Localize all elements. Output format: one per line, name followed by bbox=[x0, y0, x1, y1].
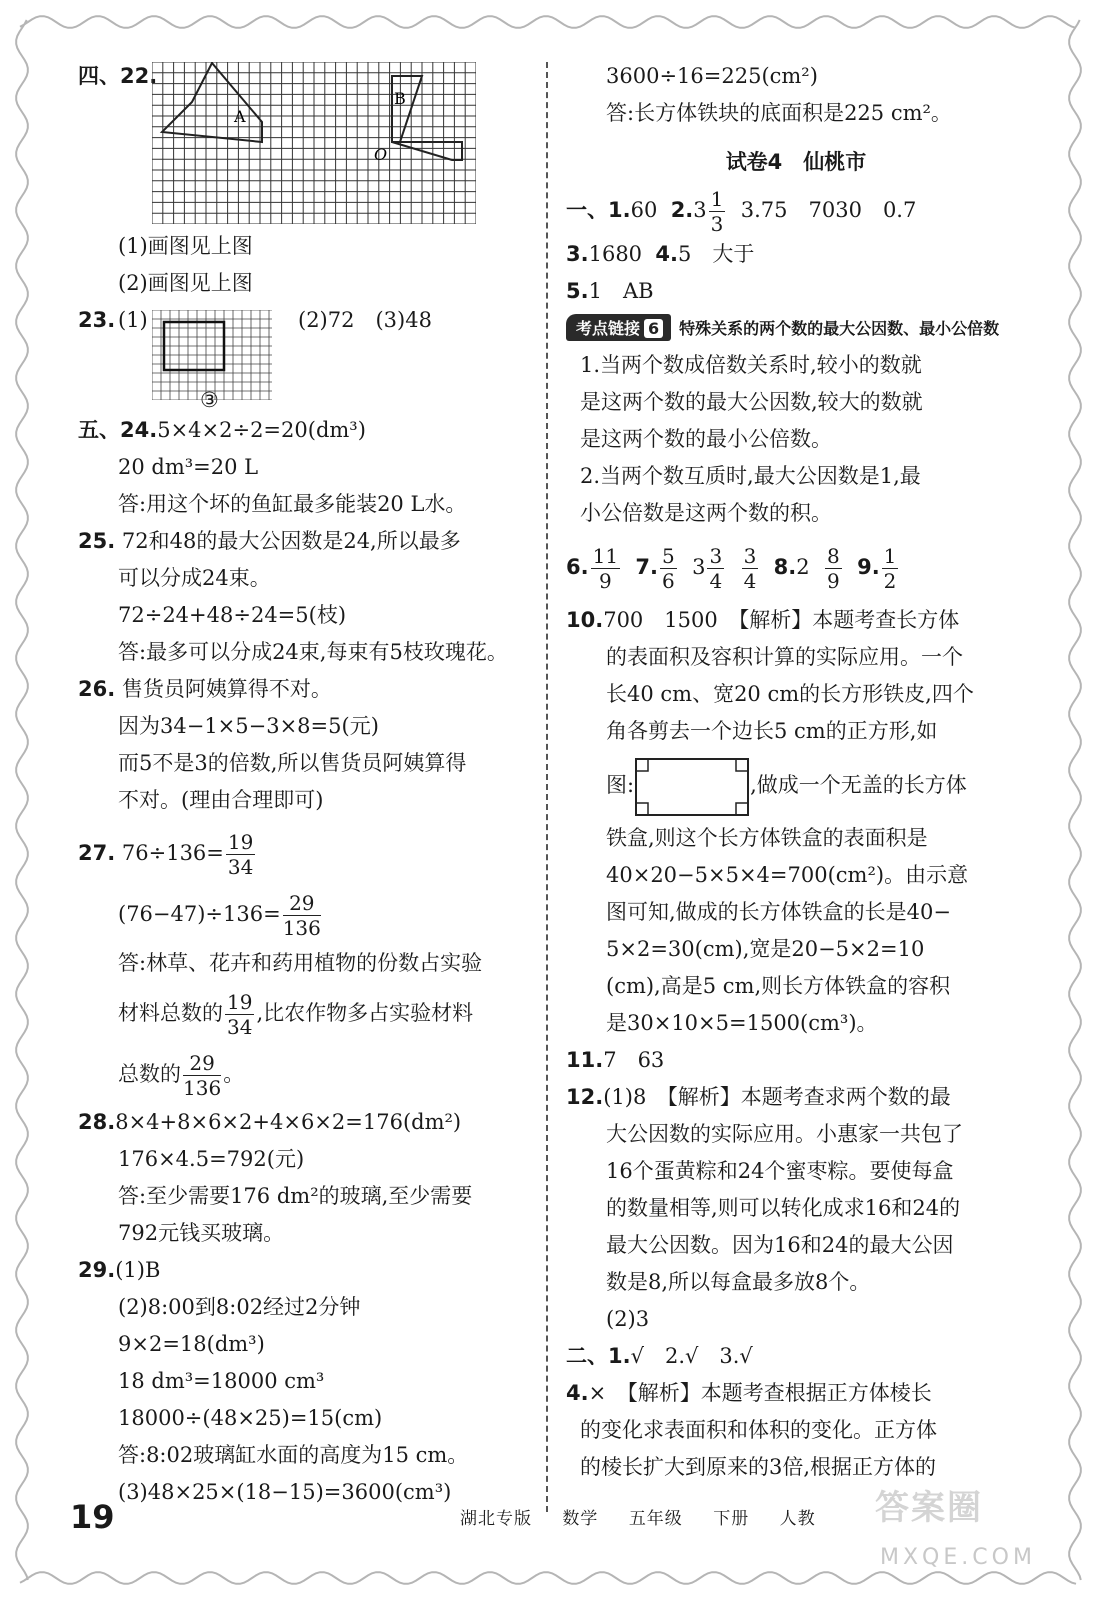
q7-fraction-3 bbox=[742, 544, 759, 593]
numerator: 29 bbox=[283, 891, 321, 916]
q12-line: 数是8,所以每盒最多放8个。 bbox=[606, 1270, 871, 1294]
q12-number: 12. bbox=[566, 1085, 604, 1109]
page-number: 19 bbox=[70, 1498, 115, 1536]
denominator: 4 bbox=[743, 569, 757, 593]
numerator: 3 bbox=[743, 544, 757, 568]
q28-line: 176×4.5=792(元) bbox=[118, 1147, 305, 1171]
q10-line: 的表面积及容积计算的实际应用。一个 bbox=[606, 645, 963, 669]
q7-number: 7. bbox=[635, 555, 658, 579]
q10-line2: (cm),高是5 cm,则长方体铁盒的容积 bbox=[606, 974, 951, 998]
q25-line: 答:最多可以分成24束,每束有5枝玫瑰花。 bbox=[118, 640, 508, 664]
q12-first bbox=[566, 1079, 1026, 1116]
watermark-logo: 答案圈 bbox=[875, 1488, 983, 1528]
s2-row bbox=[566, 1338, 1026, 1375]
q24-line-2: 答:用这个坏的鱼缸最多能装20 L水。 bbox=[118, 492, 467, 516]
q12-line: 最大公因数。因为16和24的最大公因 bbox=[606, 1233, 954, 1257]
denominator: 4 bbox=[709, 569, 723, 593]
knowledge-badge-number: 6 bbox=[644, 319, 663, 338]
q28-text: 8×4+8×6×2+4×6×2=176(dm²) bbox=[115, 1110, 462, 1134]
knowledge-line: 2.当两个数互质时,最大公因数是1,最 bbox=[580, 464, 921, 488]
knowledge-title: 特殊关系的两个数的最大公因数、最小公倍数 bbox=[679, 319, 1000, 338]
q10-line2: 是30×10×5=1500(cm³)。 bbox=[606, 1011, 878, 1035]
q29-line: 18000÷(48×25)=15(cm) bbox=[118, 1406, 383, 1430]
label-a: A bbox=[234, 107, 246, 126]
q10-fig-prefix: 图: bbox=[606, 773, 635, 797]
q10-figure-line bbox=[566, 750, 1026, 820]
q22-line-2: (2)画图见上图 bbox=[118, 271, 253, 295]
q23-caption: ③ bbox=[200, 388, 219, 412]
s2-answers: √ 2.√ 3.√ bbox=[630, 1344, 753, 1368]
q29-line: 9×2=18(dm³) bbox=[118, 1332, 265, 1356]
denominator: 9 bbox=[598, 569, 612, 593]
q26-number: 26. bbox=[78, 677, 116, 701]
q10-line: 长40 cm、宽20 cm的长方形铁皮,四个 bbox=[606, 682, 974, 706]
s2-number: 二、1. bbox=[566, 1344, 631, 1368]
q4-line: 的变化求表面积和体积的变化。正方体 bbox=[580, 1418, 937, 1442]
q27-line-3: 答:林草、花卉和药用植物的份数占实验 bbox=[118, 951, 483, 975]
knowledge-link bbox=[566, 314, 1026, 341]
q23-part1: (1) bbox=[118, 308, 148, 332]
q10-line2: 5×2=30(cm),宽是20−5×2=10 bbox=[606, 937, 925, 961]
q27-text-5b: 。 bbox=[223, 1062, 245, 1086]
q25-number: 25. bbox=[78, 529, 116, 553]
numerator: 3 bbox=[709, 544, 723, 568]
q25-line: 可以分成24束。 bbox=[118, 566, 271, 590]
q8-number: 8. bbox=[773, 555, 797, 579]
q27-line-5 bbox=[78, 1044, 528, 1104]
q29-line: (2)8:00到8:02经过2分钟 bbox=[118, 1295, 361, 1319]
q23-number: 23. bbox=[78, 308, 116, 332]
q24-number: 五、24. bbox=[78, 418, 158, 442]
denominator: 6 bbox=[662, 569, 675, 593]
question-22 bbox=[78, 58, 528, 228]
q29-number: 29. bbox=[78, 1258, 116, 1282]
q9-number: 9. bbox=[857, 555, 880, 579]
q4-answer: 5 大于 bbox=[678, 242, 755, 266]
shape-b-rotated bbox=[392, 142, 462, 160]
q26-line: 因为34−1×5−3×8=5(元) bbox=[118, 714, 379, 738]
q11-number: 11. bbox=[566, 1048, 604, 1072]
q29-text: (1)B bbox=[115, 1258, 161, 1282]
q29-line: 答:8:02玻璃缸水面的高度为15 cm。 bbox=[118, 1443, 469, 1467]
numerator: 5 bbox=[662, 544, 675, 568]
q24-line-0: 5×4×2÷2=20(dm³) bbox=[157, 418, 366, 442]
q29-line: 18 dm³=18000 cm³ bbox=[118, 1369, 325, 1393]
column-divider bbox=[546, 62, 548, 1512]
s1-number: 一、1. bbox=[566, 198, 631, 222]
q2-whole: 3 bbox=[693, 198, 707, 222]
knowledge-line: 是这两个数的最小公倍数。 bbox=[580, 427, 832, 451]
denominator: 136 bbox=[282, 916, 321, 940]
q28-line: 792元钱买玻璃。 bbox=[118, 1221, 285, 1245]
s3-row bbox=[566, 236, 1026, 273]
q2-fraction bbox=[709, 187, 726, 236]
s1-row bbox=[566, 186, 1026, 236]
footer-volume: 下册 bbox=[713, 1509, 750, 1529]
shape-a bbox=[162, 63, 262, 142]
q11-row bbox=[566, 1042, 1026, 1079]
q8-answer: 2 bbox=[796, 555, 810, 579]
q3-number: 3. bbox=[566, 242, 589, 266]
q4-first bbox=[566, 1375, 1026, 1412]
q25-text: 72和48的最大公因数是24,所以最多 bbox=[121, 529, 461, 553]
q6-9-row bbox=[566, 532, 1026, 602]
q7-whole: 3 bbox=[692, 555, 706, 579]
q12-line: 大公因数的实际应用。小惠家一共包了 bbox=[606, 1122, 963, 1146]
numerator: 1 bbox=[710, 187, 724, 211]
label-o: O bbox=[374, 145, 388, 164]
watermark-url: MXQE.COM bbox=[880, 1545, 1036, 1570]
q10-number: 10. bbox=[566, 608, 604, 632]
q10-line: 角各剪去一个边长5 cm的正方形,如 bbox=[606, 719, 938, 743]
numerator: 11 bbox=[592, 544, 619, 568]
q27-number: 27. bbox=[78, 841, 116, 865]
q2-number: 2. bbox=[670, 198, 694, 222]
q10-fig-suffix: ,做成一个无盖的长方体 bbox=[750, 773, 967, 797]
denominator: 34 bbox=[227, 1015, 253, 1039]
q22-number: 四、22. bbox=[78, 64, 158, 88]
q4-line: 的棱长扩大到原来的3倍,根据正方体的 bbox=[580, 1455, 937, 1479]
q29-first bbox=[78, 1252, 528, 1289]
q11-answer: 7 63 bbox=[603, 1048, 665, 1072]
footer-grade: 五年级 bbox=[628, 1509, 683, 1529]
right-column bbox=[566, 58, 1026, 1486]
q6-number: 6. bbox=[566, 555, 589, 579]
q27-text-5a: 总数的 bbox=[118, 1062, 181, 1086]
numerator: 8 bbox=[826, 544, 840, 568]
q27-fraction-1 bbox=[226, 830, 255, 879]
q12-line: 的数量相等,则可以转化成求16和24的 bbox=[606, 1196, 961, 1220]
knowledge-badge bbox=[566, 314, 671, 341]
denominator: 3 bbox=[710, 212, 724, 236]
q9-fraction bbox=[882, 544, 899, 593]
q27-fraction-2 bbox=[283, 891, 321, 940]
q27-fraction-3 bbox=[225, 990, 254, 1039]
q4b-text: × 【解析】本题考查根据正方体棱长 bbox=[588, 1381, 932, 1405]
q12-line: 16个蛋黄粽和24个蜜枣粽。要使每盒 bbox=[606, 1159, 954, 1183]
denominator: 136 bbox=[183, 1076, 222, 1100]
q8-fraction bbox=[825, 544, 842, 593]
label-b: B bbox=[394, 89, 406, 108]
knowledge-line: 是这两个数的最大公因数,较大的数就 bbox=[580, 390, 923, 414]
q26-line: 不对。(理由合理即可) bbox=[118, 788, 324, 812]
q5-number: 5. bbox=[566, 279, 589, 303]
q27-line-2 bbox=[78, 883, 528, 945]
q12-line: (2)3 bbox=[606, 1307, 650, 1331]
q4b-number: 4. bbox=[566, 1381, 589, 1405]
footer-publisher: 人教 bbox=[779, 1509, 816, 1529]
q28-first bbox=[78, 1104, 528, 1141]
s5-row bbox=[566, 273, 1026, 310]
left-column bbox=[78, 58, 528, 1511]
q27-text-4a: 材料总数的 bbox=[118, 1001, 223, 1025]
q7-fraction-1 bbox=[660, 544, 677, 593]
q6-fraction bbox=[591, 544, 620, 593]
q25-line: 72÷24+48÷24=5(枝) bbox=[118, 603, 347, 627]
q24-line-1: 20 dm³=20 L bbox=[118, 455, 259, 479]
footer-info bbox=[460, 1504, 840, 1529]
q24-first bbox=[78, 412, 528, 449]
footer-edition: 湖北专版 bbox=[460, 1509, 532, 1529]
q23-answers: (2)72 (3)48 bbox=[298, 308, 432, 332]
s1-answer: 60 bbox=[630, 198, 658, 222]
denominator: 2 bbox=[883, 569, 897, 593]
q10-line2: 铁盒,则这个长方体铁盒的表面积是 bbox=[606, 826, 928, 850]
numerator: 19 bbox=[227, 990, 253, 1014]
footer-subject: 数学 bbox=[562, 1509, 599, 1529]
numerator: 29 bbox=[183, 1051, 221, 1076]
q10-text: 700 1500 【解析】本题考查长方体 bbox=[603, 608, 960, 632]
q22-grid-figure bbox=[152, 62, 476, 224]
q4-number: 4. bbox=[655, 242, 678, 266]
top-line: 3600÷16=225(cm²) bbox=[606, 64, 818, 88]
top-line: 答:长方体铁块的底面积是225 cm²。 bbox=[606, 101, 952, 125]
q27-fraction-4 bbox=[183, 1051, 221, 1100]
shape-b bbox=[392, 76, 422, 142]
q27-text-4b: ,比农作物多占实验材料 bbox=[256, 1001, 474, 1025]
q26-text: 售货员阿姨算得不对。 bbox=[121, 677, 332, 701]
q28-number: 28. bbox=[78, 1110, 116, 1134]
q28-line: 答:至少需要176 dm²的玻璃,至少需要 bbox=[118, 1184, 473, 1208]
q10-line2: 40×20−5×5×4=700(cm²)。由示意 bbox=[606, 863, 969, 887]
q5-answer: 1 AB bbox=[588, 279, 654, 303]
q22-line-1: (1)画图见上图 bbox=[118, 234, 253, 258]
denominator: 9 bbox=[826, 569, 840, 593]
q7-fraction-2 bbox=[707, 544, 724, 593]
section-title: 试卷4 仙桃市 bbox=[725, 150, 867, 174]
knowledge-badge-label: 考点链接 bbox=[576, 319, 641, 338]
knowledge-line: 小公倍数是这两个数的积。 bbox=[580, 501, 832, 525]
q26-line: 而5不是3的倍数,所以售货员阿姨算得 bbox=[118, 751, 467, 775]
question-23 bbox=[78, 302, 528, 412]
q2-rest: 3.75 7030 0.7 bbox=[740, 198, 917, 222]
denominator: 34 bbox=[227, 855, 254, 879]
q10-line2: 图可知,做成的长方体铁盒的长是40− bbox=[606, 900, 951, 924]
q27-line-4 bbox=[78, 982, 528, 1044]
q10-sheet-figure bbox=[634, 757, 750, 817]
q10-first bbox=[566, 602, 1026, 639]
q3-answer: 1680 bbox=[588, 242, 643, 266]
numerator: 1 bbox=[883, 544, 897, 568]
q27-line-1 bbox=[78, 823, 528, 883]
q25-first bbox=[78, 523, 528, 560]
q12-text: (1)8 【解析】本题考查求两个数的最 bbox=[603, 1085, 951, 1109]
knowledge-line: 1.当两个数成倍数关系时,较小的数就 bbox=[580, 353, 922, 377]
q27-expr-1: 76÷136= bbox=[121, 841, 224, 865]
q29-line: (3)48×25×(18−15)=3600(cm³) bbox=[118, 1480, 452, 1504]
q27-expr-2: (76−47)÷136= bbox=[118, 902, 281, 926]
numerator: 19 bbox=[227, 830, 254, 854]
q26-first bbox=[78, 671, 528, 708]
